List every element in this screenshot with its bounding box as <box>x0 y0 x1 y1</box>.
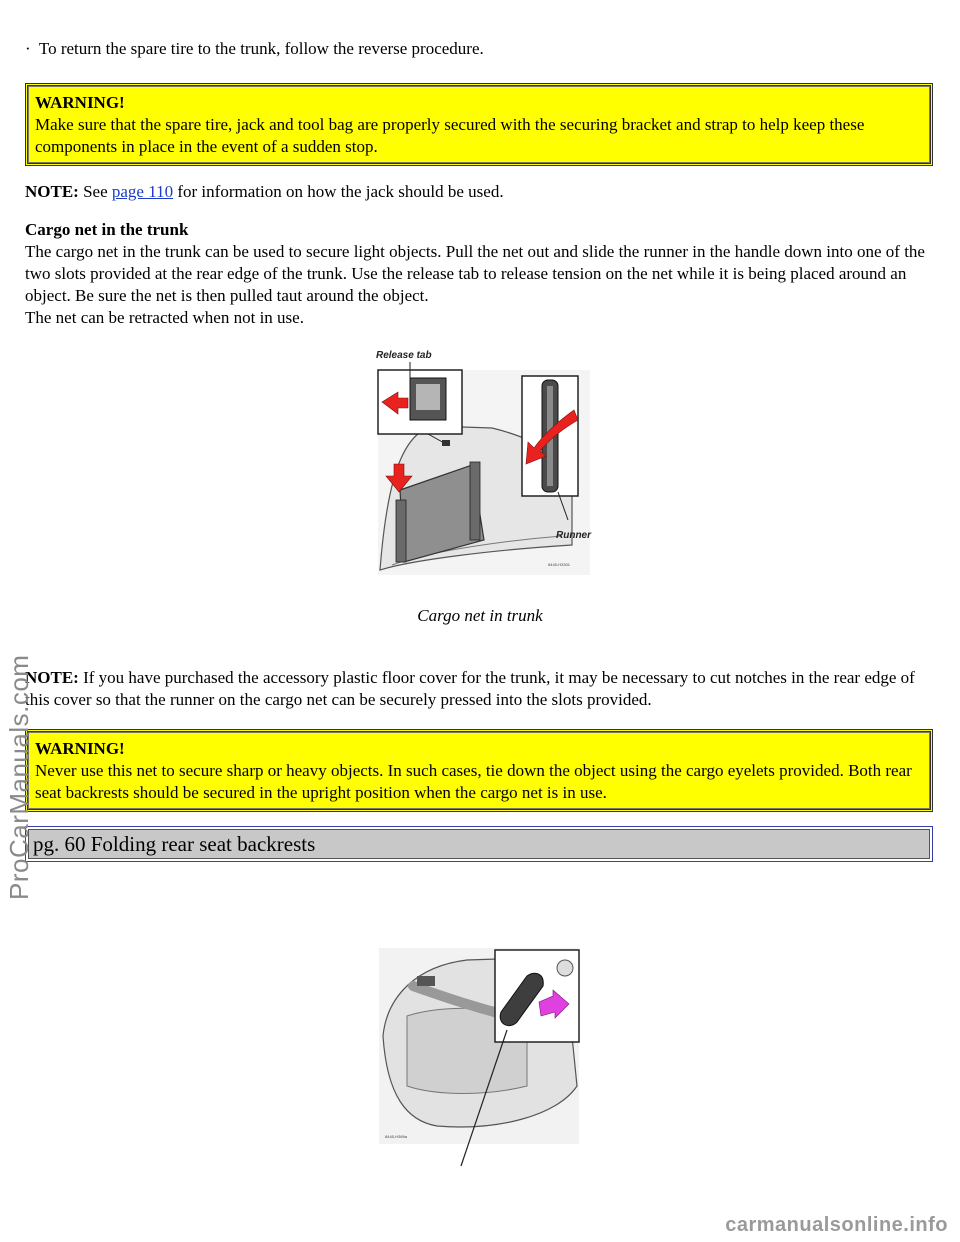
note-paragraph <box>25 181 937 203</box>
inset-knob <box>557 960 573 976</box>
cargo-paragraph-2: The net can be retracted when not in use. <box>25 308 304 327</box>
net-handle <box>396 500 406 562</box>
note-text-after: for information on how the jack should be used. <box>177 182 504 201</box>
note-paragraph-2 <box>25 667 937 711</box>
side-watermark: ProCarManuals.com <box>4 654 34 900</box>
warning-title: WARNING! <box>35 93 125 112</box>
warning-box <box>25 83 933 166</box>
cargo-heading: Cargo net in the trunk <box>25 220 189 239</box>
cargo-paragraph: The cargo net in the trunk can be used to secure light objects. Pull the net out and slide the runner in the handle down into one of the two slots provided at the rear edge of the trunk. Use the release tab to release tension on the net while it is being placed around an object. Be sure the net is then pulled taut around the object. <box>25 242 925 305</box>
note-label-2: NOTE: <box>25 668 79 687</box>
bullet-glyph: · <box>25 39 31 58</box>
seat-release-small <box>417 976 435 986</box>
note-label: NOTE: <box>25 182 79 201</box>
section-heading: pg. 60 Folding rear seat backrests <box>25 826 933 862</box>
page-110-link[interactable]: page 110 <box>111 182 174 201</box>
figure-2-code: 8445-H389a <box>385 1134 408 1139</box>
runner-label: Runner <box>556 530 591 541</box>
footer-watermark: carmanualsonline.info <box>725 1214 948 1236</box>
figure-code: 8445-H3301 <box>548 562 571 567</box>
cargo-net-illustration <box>372 340 602 578</box>
intro-line <box>25 38 484 60</box>
note-text-before: See <box>83 182 108 201</box>
net-roller <box>470 462 480 540</box>
figure-caption: Cargo net in trunk <box>417 606 543 625</box>
release-tab-label: Release tab <box>376 350 432 361</box>
intro-text: To return the spare tire to the trunk, follow the reverse procedure. <box>38 39 484 58</box>
warning-text: Make sure that the spare tire, jack and tool bag are properly secured with the securing bracket and strap to help keep these components in place in the event of a sudden stop. <box>35 115 865 156</box>
cargo-section <box>25 219 937 329</box>
rear-seat-illustration <box>377 946 582 1168</box>
release-tab-label-plate <box>416 384 440 410</box>
warning-title-2: WARNING! <box>35 739 125 758</box>
release-tab-small <box>442 440 450 446</box>
note-text-2: If you have purchased the accessory plastic floor cover for the trunk, it may be necessary to cut notches in the rear edge of this cover so that the runner on the cargo net can be securely pressed into the slots provided. <box>25 668 915 709</box>
warning-text-2: Never use this net to secure sharp or heavy objects. In such cases, tie down the object using the cargo eyelets provided. Both rear seat backrests should be secured in the upright position when the cargo net is in use. <box>35 761 912 802</box>
warning-box-2 <box>25 729 933 812</box>
